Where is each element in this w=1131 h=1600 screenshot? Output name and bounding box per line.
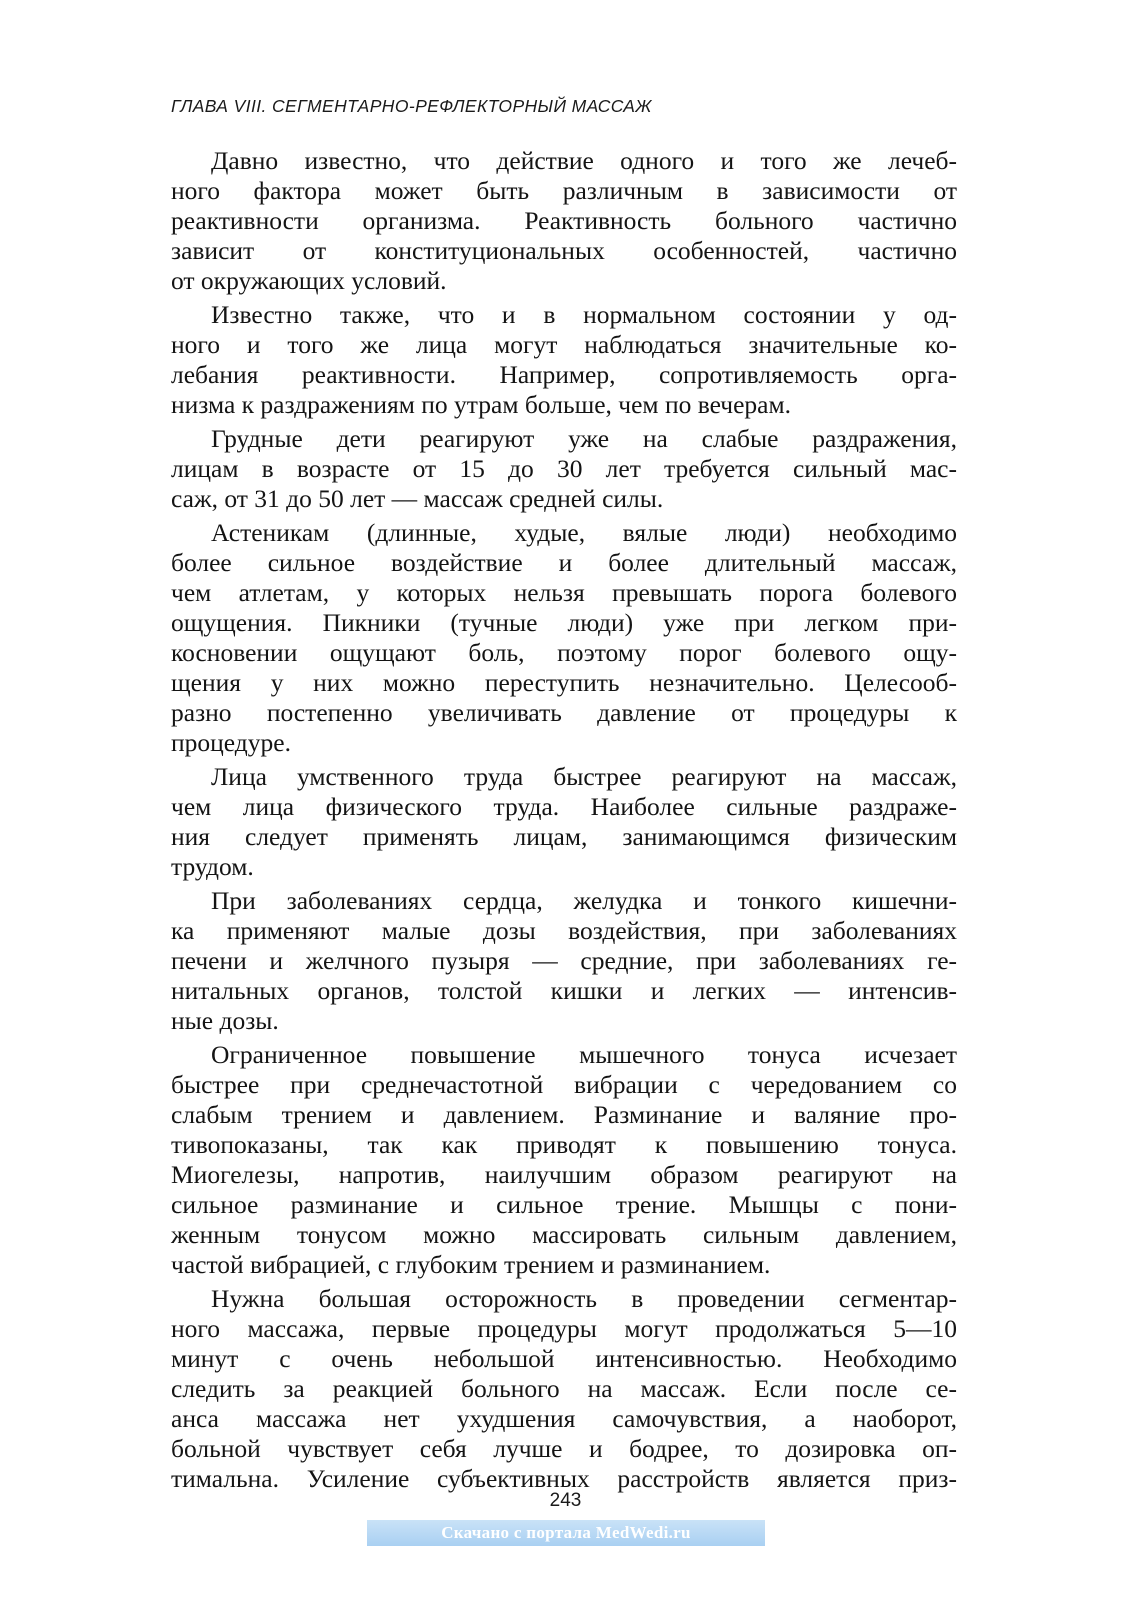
text-line: лебания реактивности. Например, сопротивляемость орга- bbox=[171, 360, 957, 389]
text-line: более сильное воздействие и более длительный массаж, bbox=[171, 548, 957, 577]
text-line: анса массажа нет ухудшения самочувствия, а наоборот, bbox=[171, 1404, 957, 1433]
text-line: больной чувствует себя лучше и бодрее, то дозировка оп- bbox=[171, 1434, 957, 1463]
text-line: частой вибрацией, с глубоким трением и разминанием. bbox=[171, 1250, 771, 1279]
text-line: зависит от конституциональных особенностей, частично bbox=[171, 236, 957, 265]
text-line: саж, от 31 до 50 лет — массаж средней силы. bbox=[171, 484, 664, 513]
text-line: реактивности организма. Реактивность больного частично bbox=[171, 206, 957, 235]
text-line: Ограниченное повышение мышечного тонуса исчезает bbox=[211, 1040, 957, 1069]
text-line: косновении ощущают боль, поэтому порог болевого ощу- bbox=[171, 638, 957, 667]
text-line: ного массажа, первые процедуры могут продолжаться 5—10 bbox=[171, 1314, 957, 1343]
paragraph bbox=[171, 146, 957, 296]
text-line: разно постепенно увеличивать давление от процедуры к bbox=[171, 698, 957, 727]
text-line: чем атлетам, у которых нельзя превышать порога болевого bbox=[171, 578, 957, 607]
text-line: ного и того же лица могут наблюдаться значительные ко- bbox=[171, 330, 957, 359]
download-watermark: Скачано с портала MedWedi.ru bbox=[367, 1520, 765, 1546]
text-line: минут с очень небольшой интенсивностью. Необходимо bbox=[171, 1344, 957, 1373]
text-line: щения у них можно переступить незначительно. Целесооб- bbox=[171, 668, 957, 697]
page-number: 243 bbox=[549, 1490, 582, 1511]
text-line: следить за реакцией больного на массаж. Если после се- bbox=[171, 1374, 957, 1403]
text-line: Миогелезы, напротив, наилучшим образом реагируют на bbox=[171, 1160, 957, 1189]
paragraph bbox=[171, 1284, 957, 1494]
text-line: ного фактора может быть различным в зависимости от bbox=[171, 176, 957, 205]
text-line: быстрее при среднечастотной вибрации с чередованием со bbox=[171, 1070, 957, 1099]
paragraph bbox=[171, 300, 957, 420]
text-line: слабым трением и давлением. Разминание и валяние про- bbox=[171, 1100, 957, 1129]
text-line: нитальных органов, толстой кишки и легких — интенсив- bbox=[171, 976, 957, 1005]
text-line: Известно также, что и в нормальном состоянии у од- bbox=[211, 300, 957, 329]
text-line: Давно известно, что действие одного и того же лечеб- bbox=[211, 146, 957, 175]
text-line: Астеникам (длинные, худые, вялые люди) необходимо bbox=[211, 518, 957, 547]
text-line: низма к раздражениям по утрам больше, чем по вечерам. bbox=[171, 390, 792, 419]
text-line: от окружающих условий. bbox=[171, 266, 447, 295]
text-line: лицам в возрасте от 15 до 30 лет требуется сильный мас- bbox=[171, 454, 957, 483]
text-line: сильное разминание и сильное трение. Мышцы с пони- bbox=[171, 1190, 957, 1219]
paragraph bbox=[171, 424, 957, 514]
text-line: ния следует применять лицам, занимающимся физическим bbox=[171, 822, 957, 851]
text-line: ка применяют малые дозы воздействия, при заболеваниях bbox=[171, 916, 957, 945]
paragraph bbox=[171, 1040, 957, 1280]
paragraph bbox=[171, 886, 957, 1036]
text-line: Нужна большая осторожность в проведении сегментар- bbox=[211, 1284, 957, 1313]
body-text bbox=[171, 146, 957, 1494]
text-line: женным тонусом можно массировать сильным давлением, bbox=[171, 1220, 957, 1249]
paragraph bbox=[171, 762, 957, 882]
paragraph bbox=[171, 518, 957, 758]
text-line: Грудные дети реагируют уже на слабые раздражения, bbox=[211, 424, 957, 453]
text-line: тивопоказаны, так как приводят к повышению тонуса. bbox=[171, 1130, 957, 1159]
text-line: чем лица физического труда. Наиболее сильные раздраже- bbox=[171, 792, 957, 821]
running-head: ГЛАВА VIII. СЕГМЕНТАРНО-РЕФЛЕКТОРНЫЙ МАССАЖ bbox=[171, 96, 652, 116]
text-line: печени и желчного пузыря — средние, при заболеваниях ге- bbox=[171, 946, 957, 975]
text-line: процедуре. bbox=[171, 728, 291, 757]
text-line: трудом. bbox=[171, 852, 254, 881]
text-line: При заболеваниях сердца, желудка и тонкого кишечни- bbox=[211, 886, 957, 915]
text-line: тимальна. Усиление субъективных расстройств является приз- bbox=[171, 1464, 957, 1493]
text-line: ные дозы. bbox=[171, 1006, 279, 1035]
text-line: ощущения. Пикники (тучные люди) уже при легком при- bbox=[171, 608, 957, 637]
text-line: Лица умственного труда быстрее реагируют на массаж, bbox=[211, 762, 957, 791]
